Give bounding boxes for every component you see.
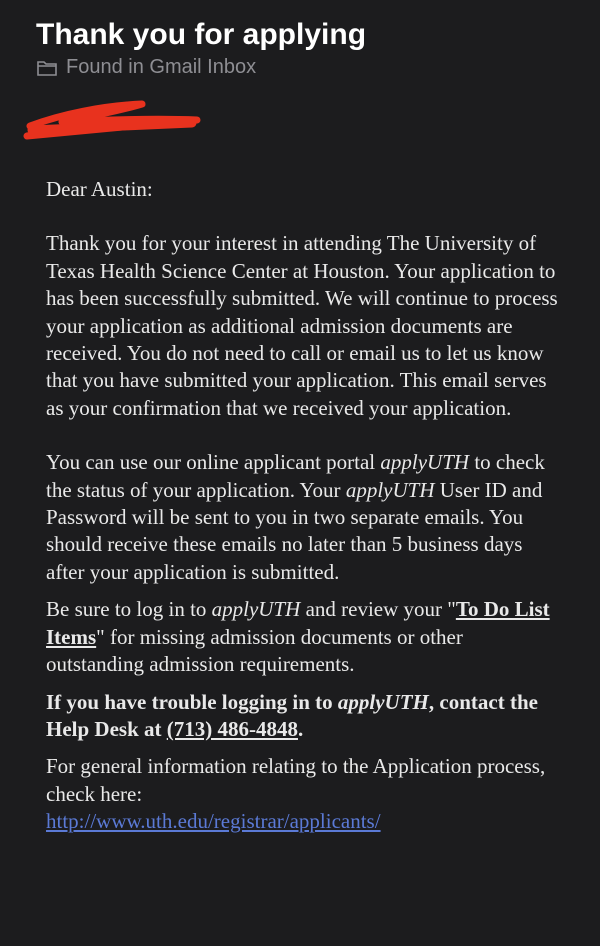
- sender-redaction: [22, 96, 202, 146]
- email-header: [36, 16, 366, 79]
- help-desk-phone-link[interactable]: (713) 486-4848: [166, 716, 298, 741]
- paragraph-todo: [46, 596, 566, 678]
- mailbox-location[interactable]: [36, 56, 366, 79]
- registrar-url-link[interactable]: http://www.uth.edu/registrar/applicants/: [46, 809, 381, 834]
- paragraph-general-info: [46, 753, 566, 835]
- greeting: Dear Austin:: [46, 177, 153, 201]
- text: Be sure to log in to: [46, 597, 212, 622]
- text: User ID and Password will be sent to you in two separate emails. You should receive these emails no later than 5 business days after your application is submitted.: [46, 477, 543, 584]
- folder-icon: [36, 59, 58, 77]
- paragraph-help-desk: [46, 689, 566, 744]
- text: to check the status of your application. Your: [46, 450, 545, 502]
- email-body: [46, 176, 566, 836]
- text: For general information relating to the Application process, check here:: [46, 754, 546, 806]
- portal-name: applyUTH: [337, 689, 429, 714]
- text: .: [297, 716, 304, 741]
- text: , contact the Help Desk at: [46, 689, 538, 741]
- todo-list-link[interactable]: To Do List Items: [46, 597, 550, 649]
- mailbox-label: Found in Gmail Inbox: [66, 56, 257, 78]
- email-subject: Thank you for applying: [36, 18, 367, 51]
- text: You can use our online applicant portal: [46, 450, 381, 475]
- paragraph-portal: [46, 449, 566, 586]
- paragraph-confirmation: Thank you for your interest in attending The University of Texas Health Science Center at Houston. Your application to has been successfully submitted. We will continue to process your application as additional admission documents are received. You do not need to call or email us to let us know that you have submitted your application. This email serves as your confirmation that we received your application.: [46, 231, 558, 420]
- text: and review your ": [300, 597, 456, 622]
- text: " for missing admission documents or other outstanding admission requirements.: [46, 624, 463, 677]
- portal-name: applyUTH: [211, 597, 301, 622]
- text: If you have trouble logging in to: [46, 689, 338, 714]
- portal-name: applyUTH: [345, 477, 435, 502]
- portal-name: applyUTH: [380, 450, 470, 475]
